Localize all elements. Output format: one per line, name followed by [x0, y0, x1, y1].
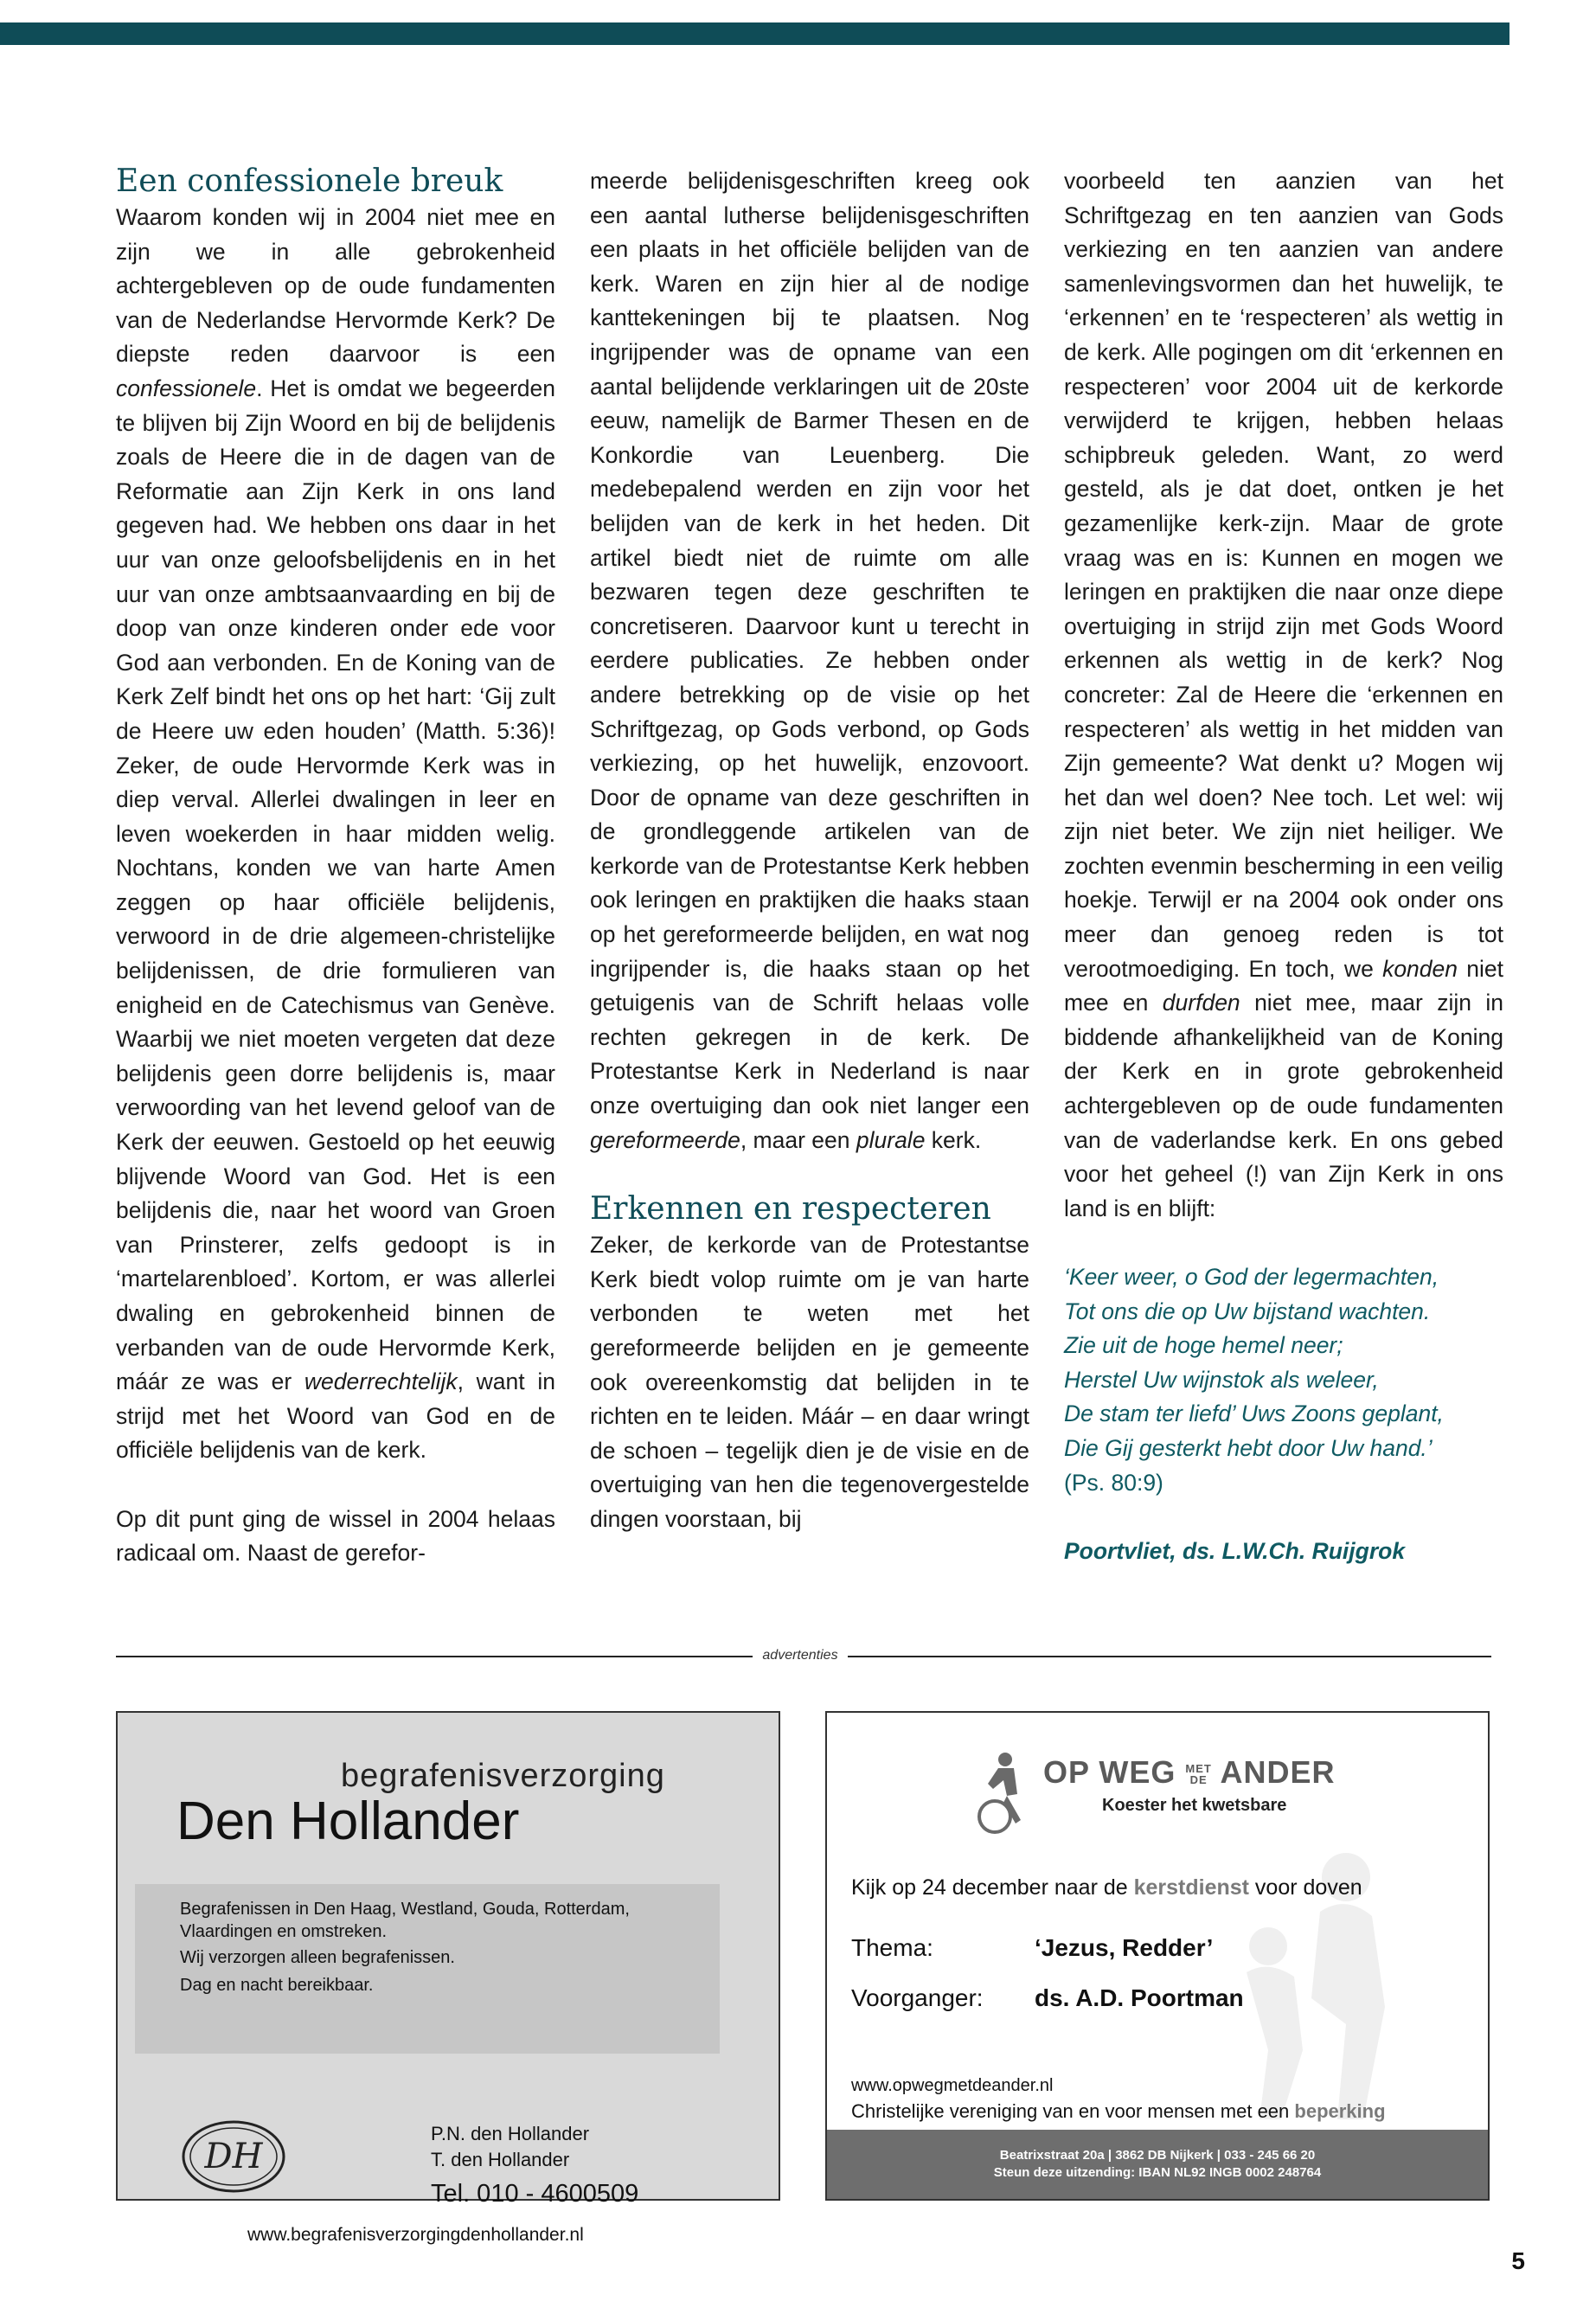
- text-run: voor doven: [1248, 1875, 1362, 1900]
- article-column-1: [116, 164, 555, 1571]
- footer-iban: Steun deze uitzending: IBAN NL92 INGB 0002 248764: [993, 2165, 1322, 2180]
- top-color-bar: [0, 22, 1509, 45]
- advert-website: www.opwegmetdeander.nl: [851, 2076, 1054, 2095]
- page-number: 5: [1511, 2247, 1525, 2274]
- advert-kicker: begrafenisverzorging: [341, 1758, 665, 1794]
- advert-tagline: Koester het kwetsbare: [1102, 1796, 1287, 1815]
- psalm-quote: [1064, 1260, 1503, 1500]
- contact-name: P.N. den Hollander: [431, 2123, 590, 2144]
- brand-de: DE: [1189, 1773, 1208, 1787]
- paragraph: Op dit punt ging de wissel in 2004 helaas radicaal om. Naast de gerefor-: [116, 1505, 555, 1567]
- advert-funeral-services: [116, 1711, 780, 2245]
- article-column-2: [590, 164, 1029, 1537]
- emphasis: durfden: [1162, 990, 1240, 1016]
- poem-line: Zie uit de hoge hemel neer;: [1064, 1332, 1343, 1359]
- text-run: voorbeeld ten aanzien van het Schriftgezag en ten aanzien van Gods verkiezing en ten aanzien van andere samenlevingsvormen dan het huwelijk, te ‘erkennen’ en te ‘respecteren’ als wettig in de kerk. Alle pogingen om dit ‘erkennen en respecteren’ voor 2004 uit de kerkorde verwijderd te krijgen, hebben helaas schipbreuk geleden. Want, zo werd gesteld, als je dat doet, ontken je het gezamenlijke kerk-zijn. Maar de grote vraag was en is: Kunnen en mogen we leringen en praktijken die naar onze diepe overtuiging in strijd zijn met Gods Woord erkennen als wettig in de kerk? Nog concreter: Zal de Heere die ‘erkennen en respecteren’ als wettig in het midden van Zijn gemeente? Wat denkt u? Mogen wij het dan wel doen? Nee toch. Let wel: wij zijn niet beter. We zijn niet heiliger. We zochten evenmin bescherming in een veilig hoekje. Terwijl er na 2004 ook onder ons meer dan genoeg reden is tot verootmoediging. En toch, we: [1064, 168, 1503, 982]
- advert-op-weg-met-de-ander: [825, 1711, 1490, 2201]
- text-run: niet mee en: [1064, 955, 1503, 1016]
- contact-name: T. den Hollander: [431, 2149, 570, 2170]
- emphasis: wederrechtelijk: [304, 1368, 458, 1395]
- text-run: Waarom konden wij in 2004 niet mee en zijn we in alle gebrokenheid achtergebleven op de oude fundamenten van de Nederlandse Hervormde Kerk? De diepste reden daarvoor is een: [116, 204, 555, 368]
- footer-address: Beatrixstraat 20a | 3862 DB Nijkerk | 033 - 245 66 20: [999, 2148, 1316, 2163]
- advert-description: [851, 2100, 1386, 2123]
- poem-line: Tot ons die op Uw bijstand wachten.: [1064, 1298, 1431, 1324]
- poem-line: Herstel Uw wijnstok als weleer,: [1064, 1366, 1379, 1393]
- text-run: , want in strijd met het Woord van God en de officiële belijdenis van de kerk.: [116, 1368, 555, 1464]
- advert-company-name: Den Hollander: [176, 1791, 520, 1851]
- highlight: beperking: [1294, 2100, 1386, 2122]
- emphasis: gereformeerde: [590, 1126, 740, 1153]
- brand-small: [1185, 1763, 1211, 1785]
- article-column-3: [1064, 164, 1503, 1568]
- poem-line: Die Gij gesterkt hebt door Uw hand.’: [1064, 1434, 1433, 1461]
- text-run: kerk.: [925, 1126, 982, 1153]
- text-run: meerde belijdenisgeschriften kreeg ook een aantal lutherse belijdenisgeschriften een plaats in het officiële belijden van de kerk. Waren en zijn hier al de nodige kanttekeningen bij te plaatsen. Nog ingrijpender was de opname van een aantal belijdende verklaringen uit de 20ste eeuw, namelijk de Barmer Thesen en de Konkordie van Leuenberg. Die medebepalend werden en zijn voor het belijden van de kerk in het heden. Dit artikel biedt niet de ruimte om alle bezwaren tegen deze geschriften te concretiseren. Daarvoor kunt u terecht in eerdere publicaties. Ze hebben onder andere betrekking op de visie op het Schriftgezag, op Gods verbond, op Gods verkiezing, op het huwelijk, enzovoort. Door de opname van deze geschriften in de grondleggende artikelen van de kerkorde van de Protestantse Kerk hebben ook leringen en praktijken die haaks staan op het gereformeerde belijden, en wat nog ingrijpender is, die haaks staan op het getuigenis van de Schrift helaas volle rechten gekregen in de kerk. De Protestantse Kerk in Nederland is naar onze overtuiging dan ook niet langer een: [590, 168, 1029, 1119]
- text-run: Christelijke vereniging van en voor mensen met een: [851, 2100, 1295, 2122]
- advert-contact-names: [431, 2121, 589, 2173]
- theme-value: ‘Jezus, Redder’: [1035, 1934, 1214, 1961]
- advert-footer: [827, 2130, 1488, 2199]
- info-line: Begrafenissen in Den Haag, Westland, Gouda, Rotterdam,: [180, 1900, 630, 1919]
- brand-part: ANDER: [1220, 1754, 1336, 1790]
- info-line: Dag en nacht bereikbaar.: [180, 1976, 374, 1995]
- preacher-label: Voorganger:: [851, 1984, 984, 2011]
- poem-line: ‘Keer weer, o God der legermachten,: [1064, 1264, 1439, 1290]
- emphasis: konden: [1382, 955, 1458, 982]
- paragraph: Zeker, de kerkorde van de Protestantse Kerk biedt volop ruimte om je van harte verbonden te weten met het gereformeerde belijden en je gemeente ook overeenkomstig dat belijden in te richten en te leiden. Máár – en daar wringt de schoen – tegelijk dien je de visie en de overtuiging van hen die tegenovergestelde dingen voorstaan, bij: [590, 1232, 1029, 1532]
- brand-part: OP WEG: [1043, 1754, 1176, 1790]
- info-line: Vlaardingen en omstreken.: [180, 1922, 388, 1941]
- brand-met: MET: [1185, 1762, 1212, 1776]
- ads-divider-label: advertenties: [753, 1645, 848, 1666]
- paragraph: [1064, 164, 1503, 1226]
- theme-label: Thema:: [851, 1934, 933, 1961]
- author-signature: Poortvliet, ds. L.W.Ch. Ruijgrok: [1064, 1537, 1406, 1564]
- highlight: kerstdienst: [1133, 1875, 1249, 1900]
- advert-brand: [1043, 1754, 1336, 1791]
- text-run: . Het is omdat we begeerden te blijven bij Zijn Woord en bij de belijdenis zoals de Heere die in de dagen van de Reformatie aan Zijn Kerk in ons land gegeven had. We hebben ons daar in het uur van onze geloofsbelijdenis en in het uur van onze ambtsaanvaarding en bij de doop van onze kinderen onder ede voor God aan verbonden. En de Koning van de Kerk Zelf bindt het ons op het hart: ‘Gij zult de Heere uw eden houden’ (Matth. 5:36)! Zeker, de oude Hervormde Kerk was in diep verval. Allerlei dwalingen in leer en leven woekerden in haar midden welig. Nochtans, konden we van harte Amen zeggen op haar officiële belijdenis, verwoord in de drie algemeen-christelijke belijdenissen, de drie formulieren van enigheid en de Catechismus van Genève. Waarbij we niet moeten vergeten dat deze belijdenis geen dorre belijdenis is, maar verwoording van het levend geloof van de Kerk der eeuwen. Gestoeld op het eeuwig blijvende Woord van God. Het is een belijdenis die, naar het woord van Groen van Prinsterer, zelfs gedoopt is in ‘martelarenbloed’. Kortom, er was allerlei dwaling en gebrokenheid binnen de verbanden van de oude Hervormde Kerk, máár ze was er: [116, 375, 555, 1395]
- emphasis: confessionele: [116, 375, 257, 401]
- text-run: niet mee, maar zijn in biddende afhankelijkheid van de Koning der Kerk en in grote gebrokenheid achtergebleven op de oude fundamenten van de vaderlandse kerk. En ons gebed voor het geheel (!) van Zijn Kerk in ons land is en blijft:: [1064, 990, 1503, 1221]
- paragraph: [116, 201, 555, 1468]
- text-run: Kijk op 24 december naar de: [851, 1875, 1134, 1900]
- logo-monogram: DH: [204, 2137, 263, 2176]
- section-heading-confessional-break: Een confessionele breuk: [116, 163, 503, 199]
- info-line: Wij verzorgen alleen begrafenissen.: [180, 1948, 455, 1967]
- dh-monogram-logo-icon: [180, 2118, 287, 2195]
- person-wheelchair-icon: [972, 1751, 1033, 1836]
- advert-phone: Tel. 010 - 4600509: [431, 2180, 639, 2208]
- section-heading-recognize-respect: Erkennen en respecteren: [590, 1191, 991, 1227]
- poem-line: De stam ter liefd’ Uws Zoons geplant,: [1064, 1400, 1444, 1427]
- poem-reference: (Ps. 80:9): [1064, 1469, 1163, 1496]
- advert-info-box: [135, 1884, 720, 2054]
- emphasis: plurale: [856, 1126, 926, 1153]
- advert-website: www.begrafenisverzorgingdenhollander.nl: [247, 2225, 584, 2245]
- paragraph: [590, 164, 1029, 1157]
- advert-announcement: [851, 1875, 1362, 1900]
- preacher-value: ds. A.D. Poortman: [1035, 1984, 1244, 2011]
- text-run: , maar een: [740, 1126, 856, 1153]
